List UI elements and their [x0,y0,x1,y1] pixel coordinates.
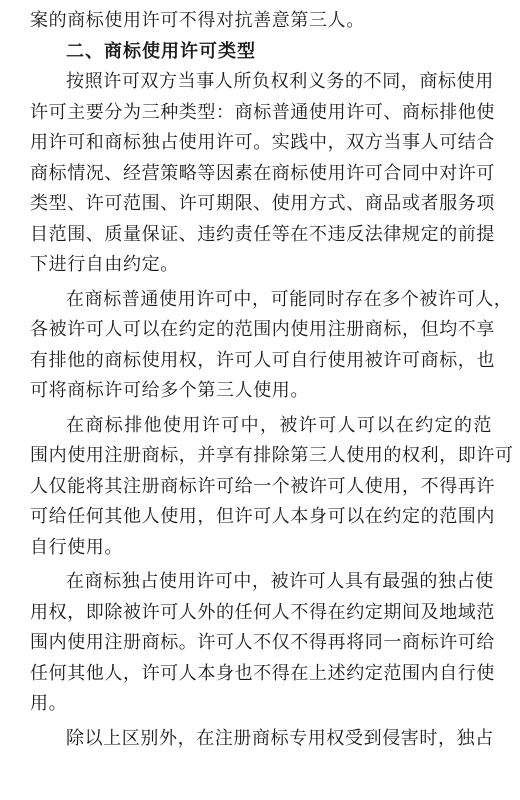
paragraph-line: 在商标普通使用许可中，可能同时存在多个被许可人， [66,288,513,310]
paragraph-line: 类型、许可范围、许可期限、使用方式、商品或者服务项 [30,193,495,214]
paragraph-line: 用许可和商标独占使用许可。实践中，双方当事人可结合 [30,132,495,153]
paragraph-line: 任何其他人，许可人本身也不得在上述约定范围内自行使 [30,662,495,684]
section-heading: 二、商标使用许可类型 [66,40,256,62]
paragraph-line: 许可主要分为三种类型：商标普通使用许可、商标排他使 [30,101,495,123]
paragraph-line: 除以上区别外，在注册商标专用权受到侵害时，独占 [66,727,494,749]
paragraph-line: 各被许可人可以在约定的范围内使用注册商标，但均不享 [30,319,495,340]
paragraph-line: 用。 [30,693,68,714]
paragraph-line: 用权，即除被许可人外的任何人不得在约定期间及地域范 [30,601,495,623]
paragraph-line: 围内使用注册商标。许可人不仅不得再将同一商标许可给 [30,632,495,653]
paragraph-line: 下进行自由约定。 [30,254,179,275]
paragraph-line: 围内使用注册商标，并享有排除第三人使用的权利，即许可 [30,445,514,466]
paragraph-line: 人仅能将其注册商标许可给一个被许可人使用，不得再许 [30,475,495,497]
paragraph-line: 可将商标许可给多个第三人使用。 [30,380,309,401]
paragraph-line: 自行使用。 [30,536,123,558]
paragraph-line: 在商标排他使用许可中，被许可人可以在约定的范 [66,414,492,436]
paragraph-line: 在商标独占使用许可中，被许可人具有最强的独占使 [66,571,494,592]
text-line: 案的商标使用许可不得对抗善意第三人。 [30,10,365,31]
paragraph-line: 商标情况、经营策略等因素在商标使用许可合同中对许可 [30,162,495,184]
paragraph-line: 按照许可双方当事人所负权利义务的不同，商标使用 [66,71,494,92]
paragraph-line: 有排他的商标使用权，许可人可自行使用被许可商标，也 [30,349,495,371]
paragraph-line: 可给任何其他人使用，但许可人本身可以在约定的范围内 [30,506,495,527]
paragraph-line: 目范围、质量保证、违约责任等在不违反法律规定的前提 [30,223,495,245]
